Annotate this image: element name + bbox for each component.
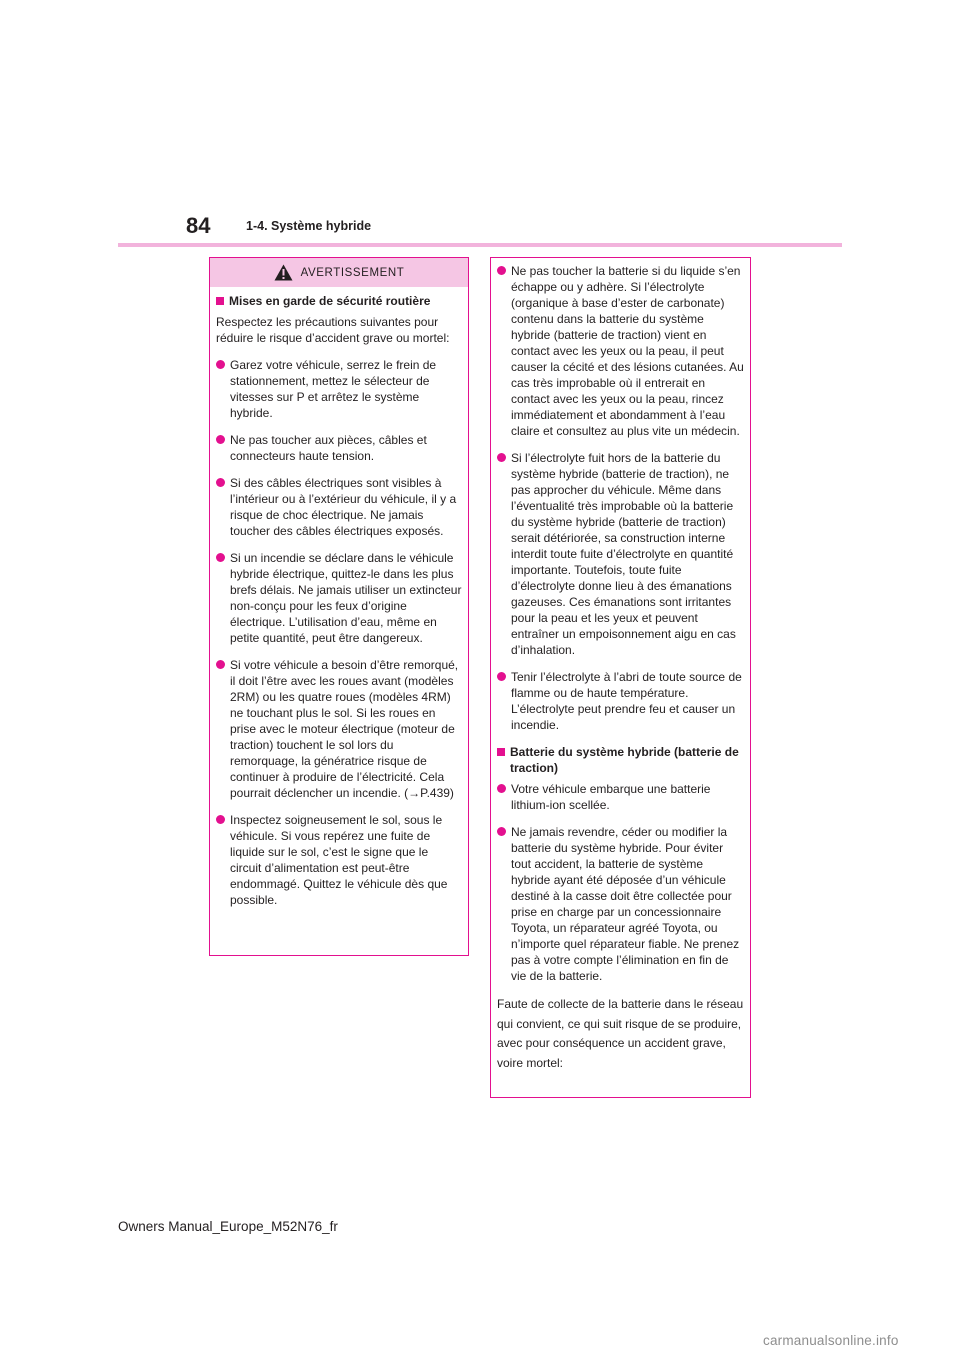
list-item bbox=[216, 357, 462, 421]
bullet-dot-icon bbox=[497, 784, 506, 793]
bullet-dot-icon bbox=[497, 827, 506, 836]
watermark: carmanualsonline.info bbox=[763, 1333, 899, 1348]
square-bullet-icon bbox=[216, 297, 224, 305]
bullet-dot-icon bbox=[216, 478, 225, 487]
list-item-text: Tenir l’électrolyte à l’abri de toute source de flamme ou de haute température. L’électrolyte peut prendre feu et causer un incendie. bbox=[511, 670, 742, 732]
footer-doc-name: Owners Manual_Europe_M52N76_fr bbox=[118, 1219, 338, 1234]
list-item bbox=[497, 781, 744, 813]
list-item-text: Ne jamais revendre, céder ou modifier la batterie du système hybride. Pour éviter tout accident, la batterie de système hybride ayant été déposée d’un véhicule destiné à la casse doit être collectée pour prise en charge par un concessionnaire Toyota, un réparateur agréé Toyota, ou n’importe quel réparateur fiable. Ne prenez pas à votre compte l’élimination en fin de vie de la batterie. bbox=[511, 825, 740, 983]
warning-title: AVERTISSEMENT bbox=[300, 266, 405, 279]
header-rule bbox=[118, 243, 842, 247]
list-item-text: Votre véhicule embarque une batterie lithium-ion scellée. bbox=[511, 782, 711, 812]
bullet-dot-icon bbox=[497, 266, 506, 275]
list-item-text: Si votre véhicule a besoin d’être remorqué, il doit l’être avec les roues avant (modèles 2RM) ou les quatre roues (modèles 4RM) ne touchant plus le sol. Si les roues en prise avec le moteur électrique (moteur de traction) touchent le sol lors du remorquage, la génératrice risque de continuer à produire de l’électricité. Cela pourrait déclencher un incendie. (→P.439) bbox=[230, 658, 459, 800]
list-item-text: Si un incendie se déclare dans le véhicule hybride électrique, quittez-le dans les plus brefs délais. Ne jamais utiliser un extincteur non-conçu pour les feux d’origine électrique. L’utilisation d’eau, même en petite quantité, peut être dangereux. bbox=[230, 551, 462, 645]
list-item bbox=[216, 550, 462, 646]
warning-triangle-icon bbox=[274, 264, 293, 281]
list-item-text: Si des câbles électriques sont visibles à l’intérieur ou à l’extérieur du véhicule, il y a risque de choc électrique. Ne jamais toucher des câbles électriques exposés. bbox=[230, 476, 457, 538]
page-number: 84 bbox=[186, 213, 211, 238]
warning-header bbox=[210, 258, 468, 287]
list-item-text: Inspectez soigneusement le sol, sous le véhicule. Si vous repérez une fuite de liquide sur le sol, c’est le signe que le circuit d’alimentation est peut-être endommagé. Quittez le véhicule dès que possible. bbox=[230, 813, 448, 907]
list-item bbox=[497, 263, 744, 439]
bullet-dot-icon bbox=[216, 660, 225, 669]
section-title: 1-4. Système hybride bbox=[246, 219, 372, 233]
bullet-dot-icon bbox=[216, 815, 225, 824]
list-item-text: Garez votre véhicule, serrez le frein de stationnement, mettez le sélecteur de vitesses sur P et arrêtez le système hybride. bbox=[230, 358, 437, 420]
warning-box-right bbox=[490, 257, 751, 1098]
bullet-dot-icon bbox=[497, 672, 506, 681]
subheading bbox=[216, 293, 462, 309]
list-item bbox=[497, 450, 744, 658]
list-item-text: Ne pas toucher la batterie si du liquide s’en échappe ou y adhère. Si l’électrolyte (organique à base d’ester de carbonate) contenu dans la batterie du système hybride (batterie de traction) vient en contact avec les yeux ou la peau, il peut causer la cécité et des lésions cutanées. Au cas très improbable où il entrerait en contact avec les yeux ou la peau, rincez immédiatement et abondamment à l’eau claire et consultez au plus vite un médecin. bbox=[511, 264, 744, 438]
bullet-dot-icon bbox=[497, 453, 506, 462]
subheading bbox=[497, 744, 744, 776]
list-item-text: Ne pas toucher aux pièces, câbles et connecteurs haute tension. bbox=[230, 433, 427, 463]
intro-paragraph: Respectez les précautions suivantes pour réduire le risque d’accident grave ou mortel: bbox=[216, 315, 450, 345]
list-item bbox=[497, 824, 744, 984]
closing-paragraph: Faute de collecte de la batterie dans le réseau qui convient, ce qui suit risque de se produire, avec pour conséquence un accident grave, voire mortel: bbox=[497, 997, 744, 1070]
bullet-dot-icon bbox=[216, 553, 225, 562]
list-item-text: Si l’électrolyte fuit hors de la batterie du système hybride (batterie de traction), ne pas approcher du véhicule. Même dans l’éventualité très improbable où la batterie du système hybride (batterie de traction) serait détériorée, sa construction interne interdit toute fuite d’électrolyte en quantité importante. Toutefois, toute fuite d’électrolyte donne lieu à des émanations gazeuses. Ces émanations sont irritantes pour la peau et les yeux et peuvent entraîner un empoisonnement aigu en cas d’inhalation. bbox=[511, 451, 736, 657]
list-item bbox=[216, 812, 462, 908]
warning-content-left bbox=[210, 287, 468, 908]
list-item bbox=[216, 657, 462, 801]
warning-box-left bbox=[209, 257, 469, 956]
subheading-text: Mises en garde de sécurité routière bbox=[229, 294, 431, 308]
warning-content-right bbox=[491, 258, 750, 1073]
list-item bbox=[497, 669, 744, 733]
square-bullet-icon bbox=[497, 748, 505, 756]
subheading-text: Batterie du système hybride (batterie de traction) bbox=[510, 745, 739, 775]
bullet-dot-icon bbox=[216, 435, 225, 444]
bullet-dot-icon bbox=[216, 360, 225, 369]
list-item bbox=[216, 475, 462, 539]
list-item bbox=[216, 432, 462, 464]
